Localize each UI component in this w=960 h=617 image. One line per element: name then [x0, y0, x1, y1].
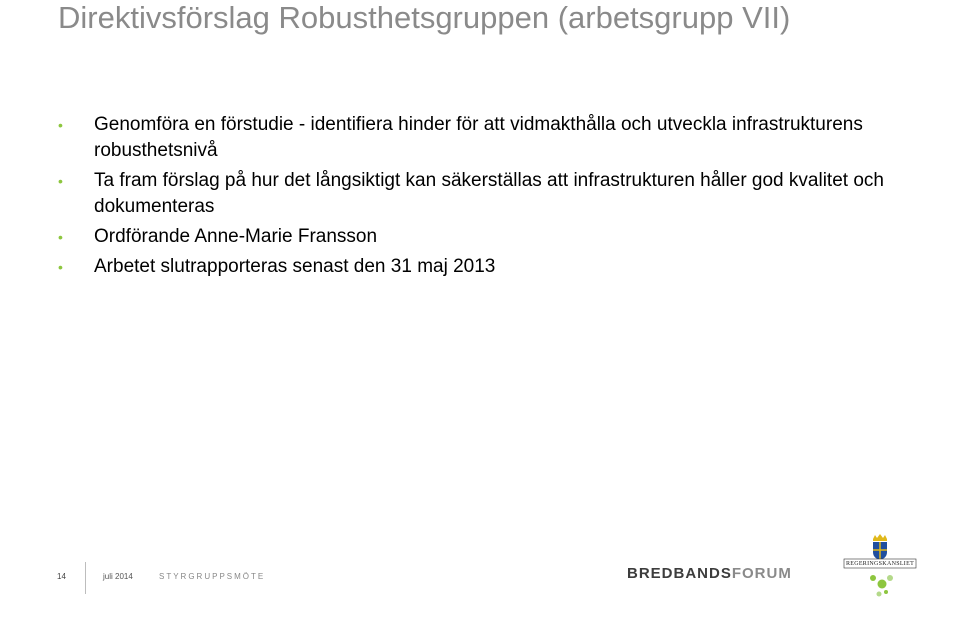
footer-meeting-label: STYRGRUPPSMÖTE [159, 572, 266, 581]
bredbandsforum-logo [627, 565, 792, 582]
footer-divider [85, 562, 86, 594]
bullet-text: Ordförande Anne-Marie Fransson [94, 226, 378, 247]
list-item [58, 168, 908, 220]
bullet-text: Arbetet slutrapporteras senast den 31 maj 2013 [94, 256, 496, 277]
bullet-text: Genomföra en förstudie - identifiera hinder för att vidmakthålla och utveckla infrastrukturens robusthetsnivå [94, 114, 863, 161]
bullet-icon: • [58, 173, 63, 189]
bullet-icon: • [58, 229, 63, 245]
bullet-icon: • [58, 117, 63, 133]
list-item [58, 112, 908, 164]
list-item [58, 254, 908, 280]
logo-text-part-2: FORUM [731, 565, 792, 582]
slide-title: Direktivsförslag Robusthetsgruppen (arbetsgrupp VII) [58, 0, 791, 35]
bullet-text: Ta fram förslag på hur det långsiktigt kan säkerställas att infrastrukturen håller god kvalitet och dokumenteras [94, 170, 884, 217]
footer-date: juli 2014 [103, 572, 133, 581]
regeringskansliet-label: REGERINGSKANSLIET [845, 561, 915, 567]
bullet-list [58, 112, 908, 284]
crown-shield-icon [843, 534, 917, 606]
regeringskansliet-logo [843, 534, 917, 606]
page-number: 14 [57, 572, 66, 581]
list-item [58, 224, 908, 250]
logo-text-part-1: BREDBANDS [627, 565, 732, 582]
bullet-icon: • [58, 259, 63, 275]
